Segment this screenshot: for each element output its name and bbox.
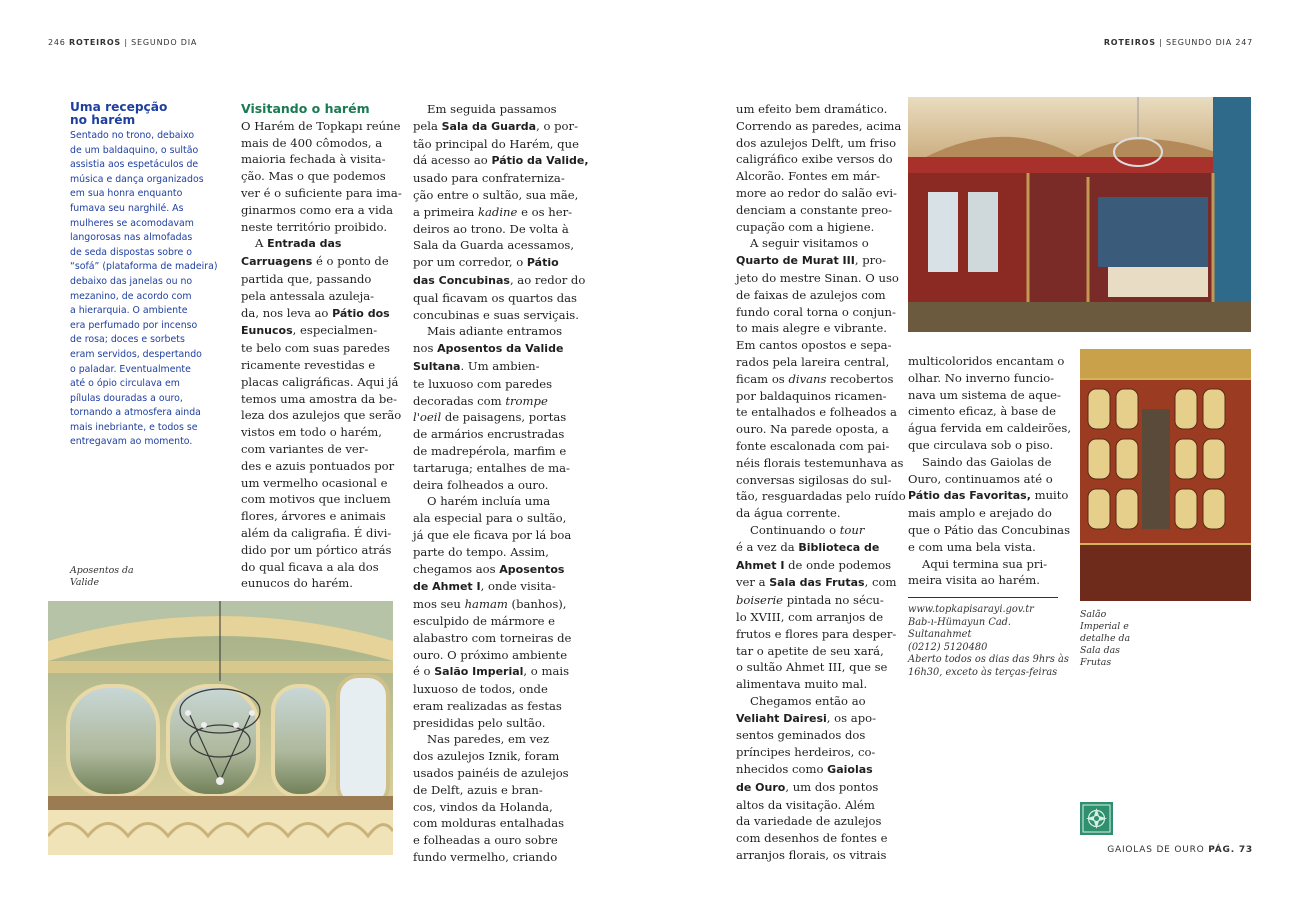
info-divider <box>908 597 1058 598</box>
left-running-head <box>48 38 197 47</box>
sidebar-line: debaixo das janelas ou no <box>70 275 193 287</box>
sidebar-line: Sentado no trono, debaixo <box>70 130 195 141</box>
body-column-1: Visitando o harém O Harém de Topkapı reúne mais de 400 cômodos, a maioria fechada à visita- ção. Mas o que podemos ver é o suficiente para ima- ginarmos como era a vida neste território proibido. A Entrada das Carruagens é o ponto de partida que, passando pela antessala azuleja- da, nos leva ao Pátio dos Eunucos, especialmen- te belo com suas paredes ricamente revestidas e placas caligráficas. Aqui já temos uma amostra da be- leza dos azulejos que serão vistos em todo o harém, com variantes de ver- des e azuis pontuados por um vermelho ocasional e com motivos que incluem flores, árvores e animais além da caligrafia. É divi- dido por um pórtico atrás do qual ficava a ala dos eunucos do harém. <box>241 101 402 591</box>
sidebar-line: mezanino, de acordo com <box>70 290 192 302</box>
website-link[interactable]: www.topkapisarayi.gov.tr <box>908 604 1034 615</box>
body-column-2: Em seguida passamos pela Sala da Guarda, o por- tão principal do Harém, que dá acesso ao Pátio da Valide, usado para confraterniza- ção entre o sultão, sua mãe, a primeira kadine e os her- deiros ao trono. De volta à Sala da Guarda acessamos, por um corredor, o Pátio das Concubinas, ao redor do qual ficavam os quartos das concubinas e suas serviçais. Mais adiante entramos nos Aposentos da Valide Sultana. Um ambien- te luxuoso com paredes decoradas com trompe l'oeil de paisagens, portas de armários encrustradas de madrepérola, marfim e tartaruga; entalhes de ma- deira folheados a ouro. O harém incluía uma ala especial para o sultão, já que ele ficava por lá boa parte do tempo. Assim, chegamos aos Aposentos de Ahmet I, onde visita- mos seu hamam (banhos), esculpido de mármore e alabastro com torneiras de ouro. O próximo ambiente é o Salão Imperial, o mais luxuoso de todos, onde eram realizadas as festas presididas pelo sultão. Nas paredes, em vez dos azulejos Iznik, foram usados painéis de azulejos de Delft, azuis e bran- cos, vindos da Holanda, com molduras entalhadas e folheadas a ouro sobre fundo vermelho, criando <box>413 102 589 865</box>
footer-label: GAIOLAS DE OURO <box>1107 845 1209 855</box>
body-column-3: um efeito bem dramático. Correndo as paredes, acima dos azulejos Delft, um friso caligráfico exibe versos do Alcorão. Fontes em már- more ao redor do salão evi- denciam a constante preo- cupação com a higiene. A seguir visitamos o Quarto de Murat III, pro- jeto do mestre Sinan. O uso de faixas de azulejos com fundo coral torna o conjun- to mais alegre e vibrante. Em cantos opostos e sepa- rados pela lareira central, ficam os divans recobertos por baldaquinos ricamen- te entalhados e folheados a ouro. Na parede oposta, a fonte escalonada com pai- néis florais testemunhava as conversas sigilosas do sul- tão, resguardadas pelo ruído da água corrente. Continuando o tour é a vez da Biblioteca de Ahmet I de onde podemos ver a Sala das Frutas, com boiserie pintada no sécu- lo XVIII, com arranjos de frutos e flores para desper- tar o apetite de seu xará, o sultão Ahmet III, que se alimentava muito mal. Chegamos então ao Veliaht Dairesi, os apo- sentos geminados dos príncipes herdeiros, co- nhecidos como Gaiolas de Ouro, um dos pontos altos da visitação. Além da variedade de azulejos com desenhos de fontes e arranjos florais, os vitrais <box>736 102 906 863</box>
sidebar-line: entregavam ao momento. <box>70 436 193 448</box>
sidebar-line: até o ópio circulava em <box>70 378 180 390</box>
hours-line-1: Aberto todos os dias das 9hrs às <box>908 654 1069 665</box>
left-page-number: 246 <box>48 38 66 47</box>
sidebar-line: de seda dispostas sobre o <box>70 246 193 258</box>
sidebar-line: a hierarquia. O ambiente <box>70 305 188 317</box>
ornament-emblem-icon <box>1080 802 1113 835</box>
sidebar-body <box>70 129 230 450</box>
sidebar-line: pílulas douradas a ouro, <box>70 392 183 404</box>
right-running-head <box>1104 38 1253 47</box>
sidebar-line: fumava seu narghilé. As <box>70 202 184 214</box>
sidebar-line: de um baldaquino, o sultão <box>70 144 199 156</box>
sidebar-line: assistia aos espetáculos de <box>70 159 199 171</box>
sidebar-box <box>70 101 230 450</box>
photo-valide-apartments <box>48 601 393 855</box>
sidebar-line: era perfumado por incenso <box>70 319 198 331</box>
left-subsection-label: | SEGUNDO DIA <box>124 38 198 47</box>
district: Sultanahmet <box>908 629 972 640</box>
body-column-4: multicoloridos encantam o olhar. No inverno funcio- nava um sistema de aque- cimento eficaz, à base de água fervida em caldeirões, que circulava sob o piso. Saindo das Gaiolas de Ouro, continuamos até o Pátio das Favoritas, muito mais amplo e arejado do que o Pátio das Concubinas e com uma bela vista. Aqui termina sua pri- meira visita ao harém. <box>908 354 1072 588</box>
right-subsection-label: | SEGUNDO DIA 247 <box>1159 38 1253 47</box>
sidebar-line: eram servidos, despertando <box>70 348 202 360</box>
sidebar-line: de rosa; doces e sorbets <box>70 334 185 346</box>
sidebar-line: tornando a atmosfera ainda <box>70 407 201 419</box>
photo-imperial-hall <box>908 97 1251 332</box>
hours-line-2: 16h30, exceto às terças-feiras <box>908 666 1058 678</box>
left-section-label: ROTEIROS <box>69 38 121 47</box>
address: Bab-ı-Hümayun Cad. <box>908 616 1012 628</box>
caption-valide: Aposentos da Valide <box>70 565 134 588</box>
sidebar-line: em sua honra enquanto <box>70 188 183 200</box>
sidebar-line: mais inebriante, e todos se <box>70 421 198 433</box>
sidebar-line: o paladar. Eventualmente <box>70 363 191 375</box>
page-footer <box>1107 845 1253 855</box>
sidebar-line: “sofá” (plataforma de madeira) <box>70 261 218 273</box>
phone: (0212) 5120480 <box>908 641 988 653</box>
visitor-info <box>908 604 1069 679</box>
caption-imperial-hall: Salão Imperial e detalhe da Sala das Frutas <box>1080 609 1131 668</box>
footer-page-ref: PÁG. 73 <box>1208 845 1253 855</box>
sidebar-line: mulheres se acomodavam <box>70 217 194 229</box>
right-section-label: ROTEIROS <box>1103 38 1156 47</box>
photo-fruit-room <box>1080 349 1251 601</box>
sidebar-line: música e dança organizados <box>70 173 204 185</box>
sidebar-title: Uma recepção no harém <box>70 100 168 127</box>
sidebar-line: langorosas nas almofadas <box>70 232 193 244</box>
section-heading: Visitando o harém <box>241 101 370 116</box>
